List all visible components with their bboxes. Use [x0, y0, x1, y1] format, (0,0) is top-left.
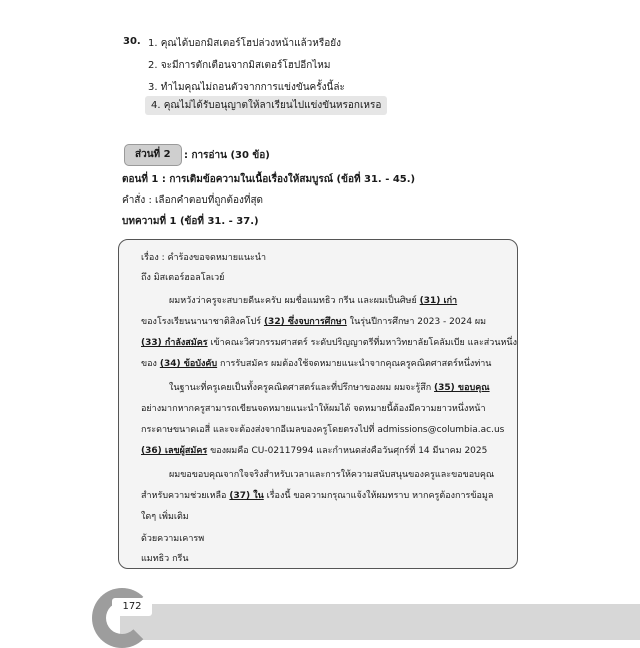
blank-33: (33) กำลังสมัคร	[141, 338, 208, 348]
letter-text: ผมหวังว่าครูจะสบายดีนะครับ ผมชื่อแมทธิว กรีน และผมเป็นศิษย์	[169, 296, 417, 306]
instruction: คำสั่ง : เลือกคำตอบที่ถูกต้องที่สุด	[122, 195, 264, 206]
letter-signature: แมทธิว กรีน	[141, 554, 189, 564]
letter-text: อย่างมากหากครูสามารถเขียนจดหมายแนะนำให้ผมได้ จดหมายนี้ต้องมีความยาวหนึ่งหน้า	[141, 404, 486, 414]
letter-line	[141, 356, 491, 370]
letter-text: ในฐานะที่ครูเคยเป็นทั้งครูคณิตศาสตร์และที่ปรึกษาของผม ผมจะรู้สึก	[169, 383, 432, 393]
blank-36: (36) เลขผู้สมัคร	[141, 446, 208, 456]
letter-recipient: ถึง มิสเตอร์ฮอลโลเวย์	[141, 273, 225, 283]
footer-bar	[120, 604, 640, 640]
part-heading: ตอนที่ 1 : การเติมข้อความในเนื้อเรื่องให้สมบูรณ์ (ข้อที่ 31. - 45.)	[122, 174, 416, 185]
letter-subject: เรื่อง : คำร้องขอจดหมายแนะนำ	[141, 253, 267, 263]
letter-line	[141, 314, 486, 328]
letter-text: การรับสมัคร ผมต้องใช้จดหมายแนะนำจากคุณครูคณิตศาสตร์หนึ่งท่าน	[220, 359, 492, 369]
question-number: 30.	[123, 36, 141, 47]
letter-text: ในรุ่นปีการศึกษา 2023 - 2024 ผม	[349, 317, 487, 327]
letter-line	[141, 488, 493, 502]
blank-31: (31) เก่า	[419, 296, 458, 306]
letter-line	[169, 380, 490, 394]
letter-text: ใดๆ เพิ่มเติม	[141, 512, 189, 522]
blank-32: (32) ซึ่งจบการศึกษา	[263, 317, 347, 327]
choice-1: 1. คุณได้บอกมิสเตอร์โฮปล่วงหน้าแล้วหรือยัง	[148, 38, 341, 49]
choice-4-highlighted: 4. คุณไม่ได้รับอนุญาตให้ลาเรียนไปแข่งขันหรอกเหรอ	[145, 96, 387, 115]
blank-34: (34) ข้อบังคับ	[159, 359, 218, 369]
blank-35: (35) ขอบคุณ	[434, 383, 490, 393]
letter-line	[169, 293, 457, 307]
choice-2: 2. จะมีการตักเตือนจากมิสเตอร์โฮปอีกไหม	[148, 60, 331, 71]
letter-text: ของผมคือ CU-02117994 และกำหนดส่งคือวันศุกร์ที่ 14 มีนาคม 2025	[210, 446, 488, 456]
section-label: ส่วนที่ 2	[124, 144, 182, 166]
footer-curve-decoration	[92, 588, 152, 648]
letter-text: ของโรงเรียนนานาชาติสิงคโปร์	[141, 317, 262, 327]
letter-text: เรื่องนี้ ขอความกรุณาแจ้งให้ผมทราบ หากครูต้องการข้อมูล	[266, 491, 494, 501]
letter-line	[141, 443, 487, 457]
letter-box	[118, 239, 518, 569]
letter-closing: ด้วยความเคารพ	[141, 534, 205, 544]
page-number: 172	[112, 598, 152, 616]
letter-text: กระดาษขนาดเอสี่ และจะต้องส่งจากอีเมลของครูโดยตรงไปที่ admissions@columbia.ac.us	[141, 425, 505, 435]
passage-heading: บทความที่ 1 (ข้อที่ 31. - 37.)	[122, 216, 259, 227]
letter-text: ผมขอขอบคุณจากใจจริงสำหรับเวลาและการให้ความสนับสนุนของครูและขอขอบคุณ	[169, 470, 495, 480]
section-title: : การอ่าน (30 ข้อ)	[184, 150, 270, 161]
letter-text: เข้าคณะวิศวกรรมศาสตร์ ระดับปริญญาตรีที่มหาวิทยาลัยโคลัมเบีย และส่วนหนึ่ง	[210, 338, 517, 348]
letter-line	[141, 335, 517, 349]
letter-text: สำหรับความช่วยเหลือ	[141, 491, 227, 501]
choice-3: 3. ทำไมคุณไม่ถอนตัวจากการแข่งขันครั้งนี้ล่ะ	[148, 82, 345, 93]
letter-text: ของ	[141, 359, 157, 369]
blank-37: (37) ใน	[229, 491, 264, 501]
